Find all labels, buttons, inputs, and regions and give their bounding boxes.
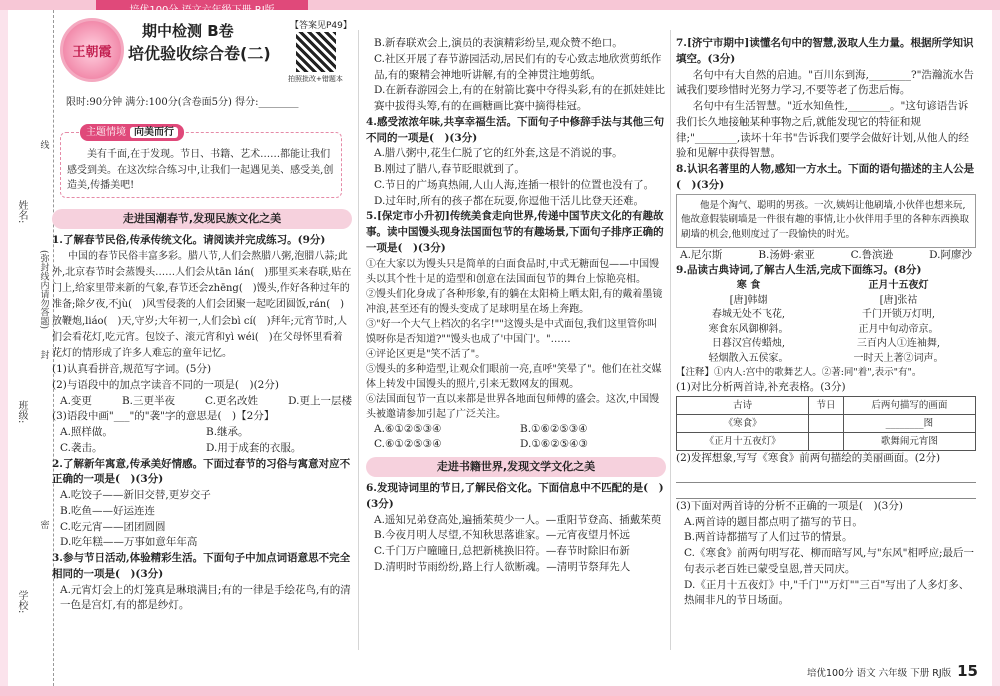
q3-option-c[interactable]: C.社区开展了春节游园活动,居民们有的专心致志地欣赏剪纸作品,有的聚精会神地听讲解,有的全神贯注地剪纸。 bbox=[374, 52, 662, 81]
option[interactable]: C.鲁滨逊 bbox=[850, 248, 894, 261]
poem-author: [唐]韩翃 bbox=[729, 294, 768, 306]
answer-line[interactable] bbox=[676, 467, 976, 483]
poem-title: 寒 食 bbox=[736, 280, 761, 292]
q9-sub1: (1)对比分析两首诗,补充表格。(3分) bbox=[676, 381, 846, 394]
q9-option-a[interactable]: A.两首诗的题目都点明了描写的节日。 bbox=[684, 515, 863, 528]
binding-school-label: 学校: bbox=[16, 590, 27, 614]
page-number: 15 bbox=[957, 661, 978, 680]
q9-note: 【注释】①内人:宫中的歌舞艺人。②著:同"着",表示"有"。 bbox=[676, 367, 922, 379]
poem-line: 正月中旬动帝京。 bbox=[858, 323, 939, 335]
binding-class-label: 班级: bbox=[16, 400, 27, 424]
q7-line-1: 名句中有大自然的启迪。"百川东到海,________?"浩瀚流水告诫我们要珍惜时光努力学习,不要等老了伤悲后悔。 bbox=[676, 68, 974, 97]
binding-mark-secret: 密 bbox=[38, 520, 49, 529]
q1-passage: 中国的春节民俗丰富多彩。腊八节,人们会熬腊八粥,泡腊八蒜;此外,北京春节时会蒸馒头……人们会从tān lán( )那里买来春联,贴在门上,给家里带来新的气象,春节还会zhēng( )馒头,作好各种过年的准备;除夕夜,不jù( )风雪侵袭的人们会团聚一起吃团圆饭,rán( )放鞭炮,liáo( )天,守岁;大年初一,人们会bì cí( )拜年;元宵节时,人们会看花灯,吃元宵。包饺子、滚元宵和yì wéi( )在父母怀里看着花灯的情形成了许多人难忘的童年记忆。 bbox=[52, 250, 352, 359]
binding-seal-note: (弥封线内请勿答题) bbox=[38, 250, 49, 330]
q4-option-d[interactable]: D.过年时,所有的孩子都在玩耍,你逗他干活儿比登天还难。 bbox=[374, 194, 645, 207]
option[interactable]: B.汤姆·索亚 bbox=[758, 248, 815, 261]
exam-meta: 限时:90分钟 满分:100分(含卷面5分) 得分:________ bbox=[66, 97, 299, 108]
column-1 bbox=[52, 205, 352, 614]
q4-option-b[interactable]: B.刚过了腊八,春节眨眼就到了。 bbox=[374, 163, 525, 175]
footer bbox=[807, 660, 978, 683]
q1-sub3-options bbox=[52, 425, 352, 457]
option[interactable]: A.尼尔斯 bbox=[680, 248, 723, 261]
q8-options bbox=[676, 248, 976, 264]
table-header: 古诗 bbox=[677, 397, 809, 415]
q9-poems bbox=[676, 279, 976, 366]
qr-code[interactable] bbox=[296, 32, 336, 72]
q6-option-d[interactable]: D.清明时节雨纷纷,路上行人欲断魂。—清明节祭拜先人 bbox=[374, 560, 631, 573]
q5-item: ④评论区更是"笑不活了"。 bbox=[366, 348, 486, 360]
table-cell-input[interactable] bbox=[809, 433, 843, 451]
column-3 bbox=[676, 36, 976, 609]
q6-option-b[interactable]: B.今夜月明人尽望,不知秋思落谁家。—元宵夜望月怀远 bbox=[374, 529, 630, 542]
q2-option-b[interactable]: B.吃鱼——好运连连 bbox=[60, 504, 156, 517]
theme-name: 向美而行 bbox=[130, 127, 178, 138]
q8-stem: 8.认识名著里的人物,感知一方水土。下面的语句描述的主人公是( )(3分) bbox=[676, 163, 975, 191]
option[interactable]: D.更上一层楼 bbox=[288, 394, 352, 407]
binding-mark-line: 线 bbox=[38, 140, 49, 149]
q4-option-c[interactable]: C.节日的广场真热闹,人山人海,连插一根针的位置也没有了。 bbox=[374, 178, 655, 191]
option[interactable]: C.⑥①②⑤③④ bbox=[374, 438, 442, 451]
qr-caption: 拍照批改+错题本 bbox=[288, 75, 343, 83]
q2-option-a[interactable]: A.吃饺子——新旧交替,更岁交子 bbox=[60, 489, 211, 502]
option[interactable]: B.三更半夜 bbox=[121, 394, 176, 407]
q1-sub2: (2)与语段中的加点字读音不同的一项是( )(2分) bbox=[52, 378, 279, 391]
footer-text: 培优100分 语文 六年级 下册 RJ版 bbox=[807, 667, 952, 679]
option[interactable]: B.①⑥②⑤③④ bbox=[520, 422, 588, 435]
table-row bbox=[677, 433, 976, 451]
q5-options bbox=[366, 422, 666, 454]
option[interactable]: C.更名改姓 bbox=[205, 394, 259, 407]
table-header: 后两句描写的画面 bbox=[843, 397, 975, 415]
column-divider-1 bbox=[358, 30, 359, 650]
q2-option-c[interactable]: C.吃元宵——团团圆圆 bbox=[60, 520, 166, 533]
q1-sub3: (3)语段中画"___"的"袭"字的意思是( )【2分】 bbox=[52, 410, 275, 423]
q1-sub2-options bbox=[52, 394, 352, 410]
column-2 bbox=[366, 36, 666, 576]
poem-zhengyue bbox=[854, 279, 944, 366]
q3-option-b[interactable]: B.新春联欢会上,演员的表演精彩纷呈,观众赞不绝口。 bbox=[374, 37, 623, 49]
theme-text: 美有千面,在于发现。节日、书籍、艺术……都能让我们感受到美。在这次综合练习中,让我们一起遇见美、感受美,创造美,传播美吧! bbox=[67, 149, 334, 191]
q9-option-c[interactable]: C.《寒食》前两句明写花、柳而暗写风,与"东风"相呼应;最后一句表示老百姓已蒙受皇恩,普天同庆。 bbox=[684, 547, 975, 575]
q2-option-d[interactable]: D.吃年糕——万事如意年年高 bbox=[60, 536, 198, 549]
table-cell: 歌舞闹元宵图 bbox=[843, 433, 975, 451]
option[interactable]: B.继承。 bbox=[206, 426, 249, 439]
poem-line: 寒食东风御柳斜。 bbox=[708, 323, 789, 335]
section-title-2: 走进书籍世界,发现文学文化之美 bbox=[366, 457, 666, 477]
bottom-band bbox=[0, 686, 1000, 696]
q5-item: ⑥法国面包节一直以来都是世界各地面包师傅的盛会。这次,中国馒头被邀请参加引起了广泛关注。 bbox=[366, 393, 660, 420]
q1-stem: 1.了解春节民俗,传承传统文化。请阅读并完成练习。(9分) bbox=[52, 234, 326, 246]
q5-item: ③"好一个大气上档次的名字!""这馒头是中式面包,我们这里管你叫馍呀你是否知道?""馒头也成了'中国门'。"…… bbox=[366, 318, 657, 345]
q7-line-2: 名句中有生活智慧。"近水知鱼性,________。"这句谚语告诉我们长久地接触某种事物之后,就能发现它的特征和规律;"________,读坏十年书"告诉我们要学会做好计划,从他人的经验和见解中获得智慧。 bbox=[676, 100, 969, 160]
poem-hanshi bbox=[709, 279, 789, 366]
exam-subtitle: 培优验收综合卷(二) bbox=[128, 44, 271, 63]
q9-stem: 9.品读古典诗词,了解古人生活,完成下面练习。(8分) bbox=[676, 264, 922, 277]
poem-line: 千门开锁万灯明, bbox=[861, 309, 936, 321]
option[interactable]: D.阿廖沙 bbox=[929, 248, 972, 261]
section-title-1: 走进国潮春节,发现民族文化之美 bbox=[52, 209, 352, 229]
poem-line: 一时天上著②词声。 bbox=[853, 352, 944, 364]
option[interactable]: A.⑥①②⑤③④ bbox=[374, 422, 442, 435]
q2-stem: 2.了解新年寓意,传承美好情感。下面过春节的习俗与寓意对应不正确的一项是( )(3分) bbox=[52, 457, 351, 486]
poem-title: 正月十五夜灯 bbox=[868, 280, 929, 292]
q9-option-d[interactable]: D.《正月十五夜灯》中,"千门""万灯""三百"写出了人多灯多、热闹非凡的节日场面。 bbox=[684, 578, 970, 607]
q5-item: ⑤馒头的多种造型,让观众们眼前一亮,直呼"笑晕了"。他们在社交媒体上转发中国馒头的照片,引来无数网友的围观。 bbox=[366, 363, 662, 390]
column-divider-2 bbox=[670, 30, 671, 650]
poem-line: 三百内人①连袖舞, bbox=[856, 338, 941, 350]
logo-text: 王朝霞 bbox=[72, 45, 112, 60]
table-cell-input[interactable] bbox=[809, 415, 843, 433]
table-cell: 《正月十五夜灯》 bbox=[677, 433, 809, 451]
brand-logo bbox=[60, 18, 124, 82]
q5-stem: 5.[保定市小升初]传统美食走向世界,传递中国节庆文化的有趣故事。读中国馒头现身法国面包节的有趣场景,下面句子排序正确的一项是( )(3分) bbox=[366, 210, 664, 254]
exam-title: 期中检测 B卷 bbox=[142, 22, 234, 40]
q5-item: ②馒头们化身成了各种形象,有的躺在太阳椅上晒太阳,有的戴着墨镜冲浪,甚至还有的馒头变成了足球明星在场上奔跑。 bbox=[366, 288, 663, 315]
q4-option-a[interactable]: A.腊八粥中,花生仁脱了它的红外套,这是不消说的事。 bbox=[374, 147, 623, 160]
table-cell: 《寒食》 bbox=[677, 415, 809, 433]
option[interactable]: A.照样做。 bbox=[60, 426, 113, 439]
table-header: 节日 bbox=[809, 397, 843, 415]
q3-option-d[interactable]: D.在新春游园会上,有的在射箭比赛中夺得头彩,有的在抓娃娃比赛中拔得头筹,有的在画糖画比赛中摘得桂冠。 bbox=[374, 84, 666, 112]
poem-line: 轻烟散入五侯家。 bbox=[708, 352, 789, 364]
q1-sub1: (1)认真看拼音,规范写字词。(5分) bbox=[52, 363, 212, 376]
q6-stem: 6.发现诗词里的节日,了解民俗文化。下面信息中不匹配的是( )(3分) bbox=[366, 482, 664, 510]
q3-option-a[interactable]: A.元宵灯会上的灯笼真是琳琅满目;有的一律是手绘花鸟,有的清一色是宫灯,有的都是纱灯。 bbox=[60, 583, 351, 612]
theme-tag-label: 主题情境 bbox=[86, 127, 126, 138]
binding-margin bbox=[8, 10, 54, 686]
option[interactable]: C.袭击。 bbox=[60, 441, 103, 454]
answer-line[interactable] bbox=[676, 483, 976, 499]
table-row bbox=[677, 415, 976, 433]
q9-sub3: (3)下面对两首诗的分析不正确的一项是( )(3分) bbox=[676, 499, 903, 512]
binding-name-label: 姓名: bbox=[16, 200, 27, 224]
q6-option-a[interactable]: A.遥知兄弟登高处,遍插茱萸少一人。—重阳节登高、插戴茱萸 bbox=[374, 513, 662, 526]
theme-tag bbox=[80, 124, 184, 141]
table-cell-input[interactable]: ________图 bbox=[843, 415, 975, 433]
q7-stem: 7.[济宁市期中]读懂名句中的智慧,汲取人生力量。根据所学知识填空。(3分) bbox=[676, 37, 974, 65]
q9-option-b[interactable]: B.两首诗都描写了人们过节的情景。 bbox=[684, 531, 853, 544]
poem-line: 日暮汉宫传蜡烛, bbox=[711, 338, 786, 350]
q3-stem: 3.参与节日活动,体验精彩生活。下面句子中加点词语意思不完全相同的一项是( )(3分) bbox=[52, 552, 351, 580]
q9-table bbox=[676, 396, 976, 451]
poem-author: [唐]张祜 bbox=[879, 294, 918, 306]
q5-item: ①在大家以为馒头只是简单的白面食品时,中式无糖面包——中国馒头以其个性十足的造型和创意在法国面包节的舞台上惊艳亮相。 bbox=[366, 258, 660, 285]
option[interactable]: D.用于成套的衣服。 bbox=[206, 441, 302, 454]
q4-stem: 4.感受浓浓年味,共享幸福生活。下面句子中修辞手法与其他三句不同的一项是( )(3分) bbox=[366, 115, 665, 144]
q8-quote: 他是个淘气、聪明的男孩。一次,姨妈让他刷墙,小伙伴也想来玩,他故意假装刷墙是一件很有趣的事情,让小伙伴用手里的各种东西换取刷墙的机会,他则度过了一段愉快的时光。 bbox=[676, 194, 976, 248]
answer-reference: 【答案见P49】 bbox=[290, 21, 352, 31]
poem-line: 春城无处不飞花, bbox=[711, 309, 786, 321]
q9-sub2: (2)发挥想象,写写《寒食》前两句描绘的美丽画面。(2分) bbox=[676, 452, 941, 465]
option[interactable]: A.变更 bbox=[60, 394, 92, 407]
q6-option-c[interactable]: C.千门万户曈曈日,总把新桃换旧符。—春节时除旧布新 bbox=[374, 545, 630, 557]
binding-mark-seal: 封 bbox=[38, 350, 49, 359]
option[interactable]: D.①⑥②⑤④③ bbox=[520, 438, 588, 451]
theme-box bbox=[60, 132, 342, 198]
